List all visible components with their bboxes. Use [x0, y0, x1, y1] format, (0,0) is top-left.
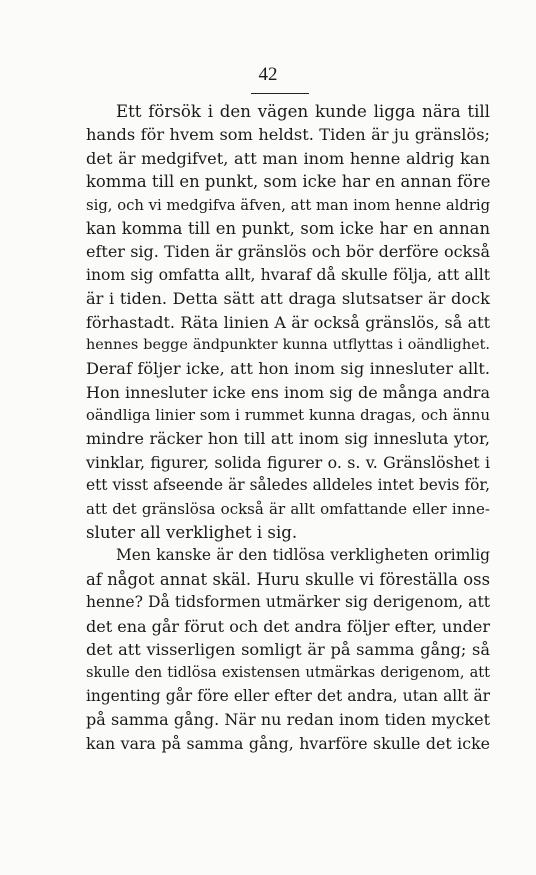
text-line: ett visst afseende är således alldeles intet bevis för,: [86, 476, 490, 495]
text-line: sluter all verklighet i sig.: [86, 523, 298, 543]
text-line: är i tiden. Detta sätt att draga slutsatser är dock: [86, 289, 490, 309]
text-line: Men kanske är den tidlösa verkligheten orimlig: [116, 546, 490, 565]
text-line: sig, och vi medgifva äfven, att man inom henne aldrig: [86, 196, 491, 214]
page-number: 42: [258, 64, 278, 85]
text-line: det ena går förut och det andra följer efter, under: [86, 616, 490, 636]
text-line: det är medgifvet, att man inom henne aldrig kan: [86, 148, 490, 168]
paragraph-2: [86, 544, 490, 755]
text-line: komma till en punkt, som icke har en annan före: [86, 172, 491, 192]
text-line: förhastadt. Räta linien A är också gränslös, så att: [86, 312, 490, 332]
text-line: henne? Då tidsformen utmärker sig derigenom, att: [86, 593, 490, 612]
text-line: inom sig omfatta allt, hvaraf då skulle följa, att allt: [86, 265, 490, 284]
text-line: Ett försök i den vägen kunde ligga nära till: [116, 102, 490, 121]
text-line: oändliga linier som i rummet kunna dragas, och ännu: [86, 407, 490, 425]
text-line: af något annat skäl. Huru skulle vi föreställa oss: [86, 569, 490, 589]
text-line: kan komma till en punkt, som icke har en annan: [86, 218, 490, 238]
text-line: ingenting går före eller efter det andra, utan allt är: [86, 686, 490, 705]
text-line: hennes begge ändpunkter kunna utflyttas i oändlighet.: [86, 336, 490, 353]
paragraph-1: [86, 100, 490, 544]
body-text: [86, 100, 490, 755]
text-line: skulle den tidlösa existensen utmärkas derigenom, att: [86, 664, 490, 682]
text-line: det att visserligen somligt är på samma gång; så: [86, 639, 490, 659]
text-line: på samma gång. När nu redan inom tiden mycket: [86, 710, 490, 730]
header-rule: [251, 93, 309, 94]
text-line: Hon innesluter icke ens inom sig de många andra: [86, 382, 490, 402]
text-line: att det gränslösa också är allt omfattande eller inne-: [86, 499, 490, 518]
text-line: kan vara på samma gång, hvarföre skulle det icke: [86, 733, 490, 753]
text-line: Deraf följer icke, att hon inom sig innesluter allt.: [86, 359, 490, 379]
text-line: hands för hvem som heldst. Tiden är ju gränslös;: [86, 125, 490, 145]
text-line: vinklar, figurer, solida figurer o. s. v. Gränslöshet i: [86, 452, 490, 472]
text-line: efter sig. Tiden är gränslös och bör derföre också: [86, 242, 490, 262]
text-line: mindre räcker hon till att inom sig innesluta ytor,: [86, 429, 490, 449]
